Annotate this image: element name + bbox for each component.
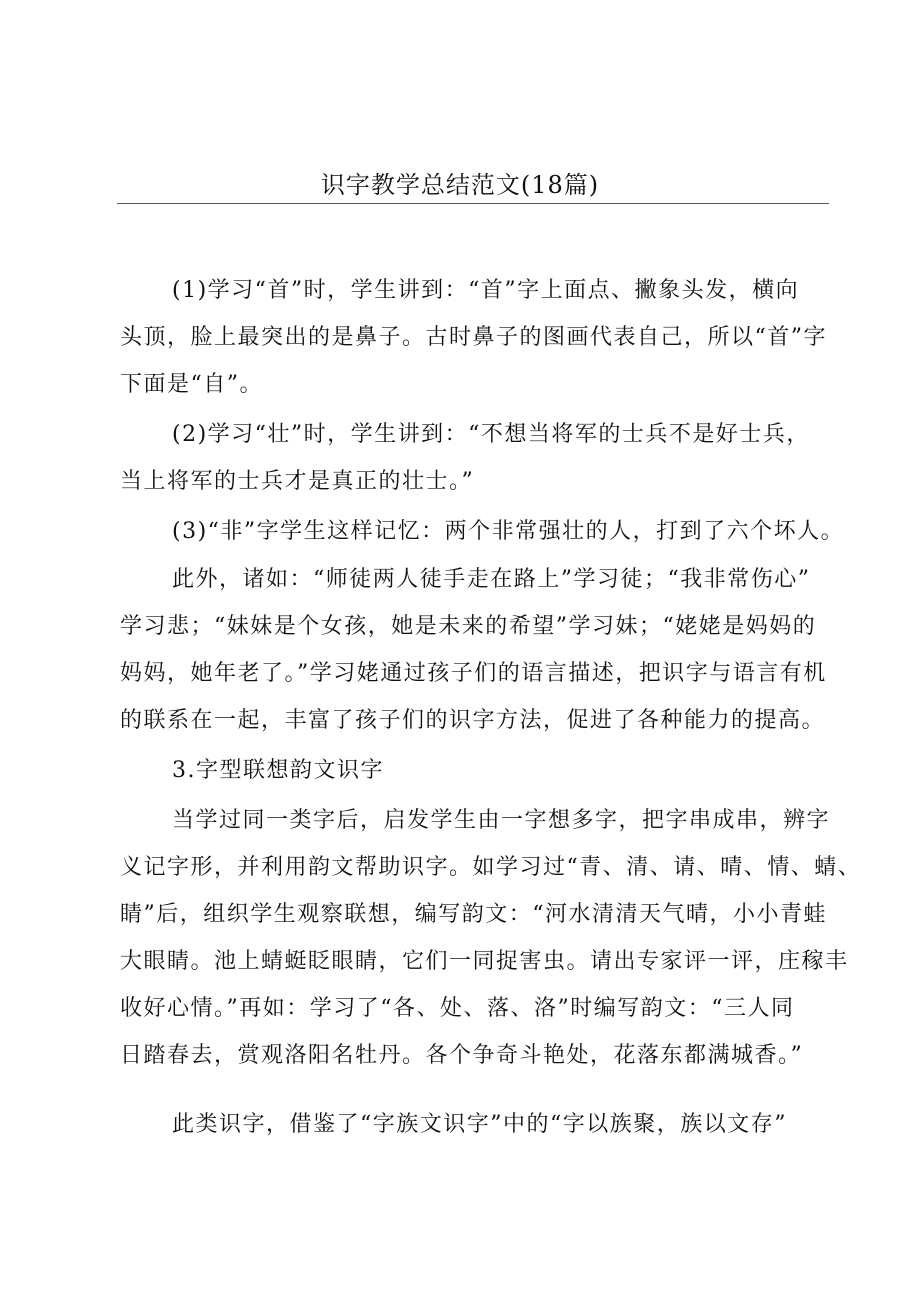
- document-title: 识字教学总结范文(18篇): [320, 171, 600, 199]
- paragraph-line: 下面是“自”。: [120, 372, 263, 397]
- paragraph-line: 的联系在一起，丰富了孩子们的识字方法，促进了各种能力的提高。: [120, 708, 826, 733]
- paragraph-line: 义记字形，并利用韵文帮助识字。如学习过“青、清、请、晴、情、蜻、: [120, 855, 862, 880]
- section-heading: 3.字型联想韵文识字: [172, 758, 384, 783]
- paragraph-line: 头顶，脸上最突出的是鼻子。古时鼻子的图画代表自己，所以“首”字: [120, 325, 827, 350]
- paragraph-line: 日踏春去，赏观洛阳名牡丹。各个争奇斗艳处，花落东都满城香。”: [120, 1043, 804, 1068]
- paragraph-line: 妈妈，她年老了。”学习姥通过孩子们的语言描述，把识字与语言有机: [120, 661, 827, 686]
- paragraph-line: 大眼睛。池上蜻蜓眨眼睛，它们一同捉害虫。请出专家评一评，庄稼丰: [120, 949, 849, 974]
- paragraph-line: 此类识字，借鉴了“字族文识字”中的“字以族聚，族以文存”: [172, 1112, 787, 1137]
- paragraph-line: (2)学习“壮”时，学生讲到：“不想当将军的士兵不是好士兵，: [172, 422, 810, 447]
- paragraph-line: 当学过同一类字后，启发学生由一字想多字，把字串成串，辨字: [172, 808, 831, 833]
- title-underline-divider: [117, 203, 829, 204]
- paragraph-line: (1)学习“首”时，学生讲到：“首”字上面点、撇象头发，横向: [172, 278, 800, 303]
- paragraph-line: (3)“非”字学生这样记忆：两个非常强壮的人，打到了六个坏人。: [172, 519, 845, 544]
- paragraph-line: 当上将军的士兵才是真正的壮士。”: [120, 469, 475, 494]
- paragraph-line: 此外，诸如：“师徒两人徒手走在路上”学习徒；“我非常伤心”: [172, 567, 811, 592]
- paragraph-line: 睛”后，组织学生观察联想，编写韵文：“河水清清天气晴，小小青蛙: [120, 902, 827, 927]
- paragraph-line: 学习悲；“妹妹是个女孩，她是未来的希望”学习妹；“姥姥是妈妈的: [120, 614, 817, 639]
- paragraph-line: 收好心情。”再如：学习了“各、处、落、洛”时编写韵文：“三人同: [120, 996, 795, 1021]
